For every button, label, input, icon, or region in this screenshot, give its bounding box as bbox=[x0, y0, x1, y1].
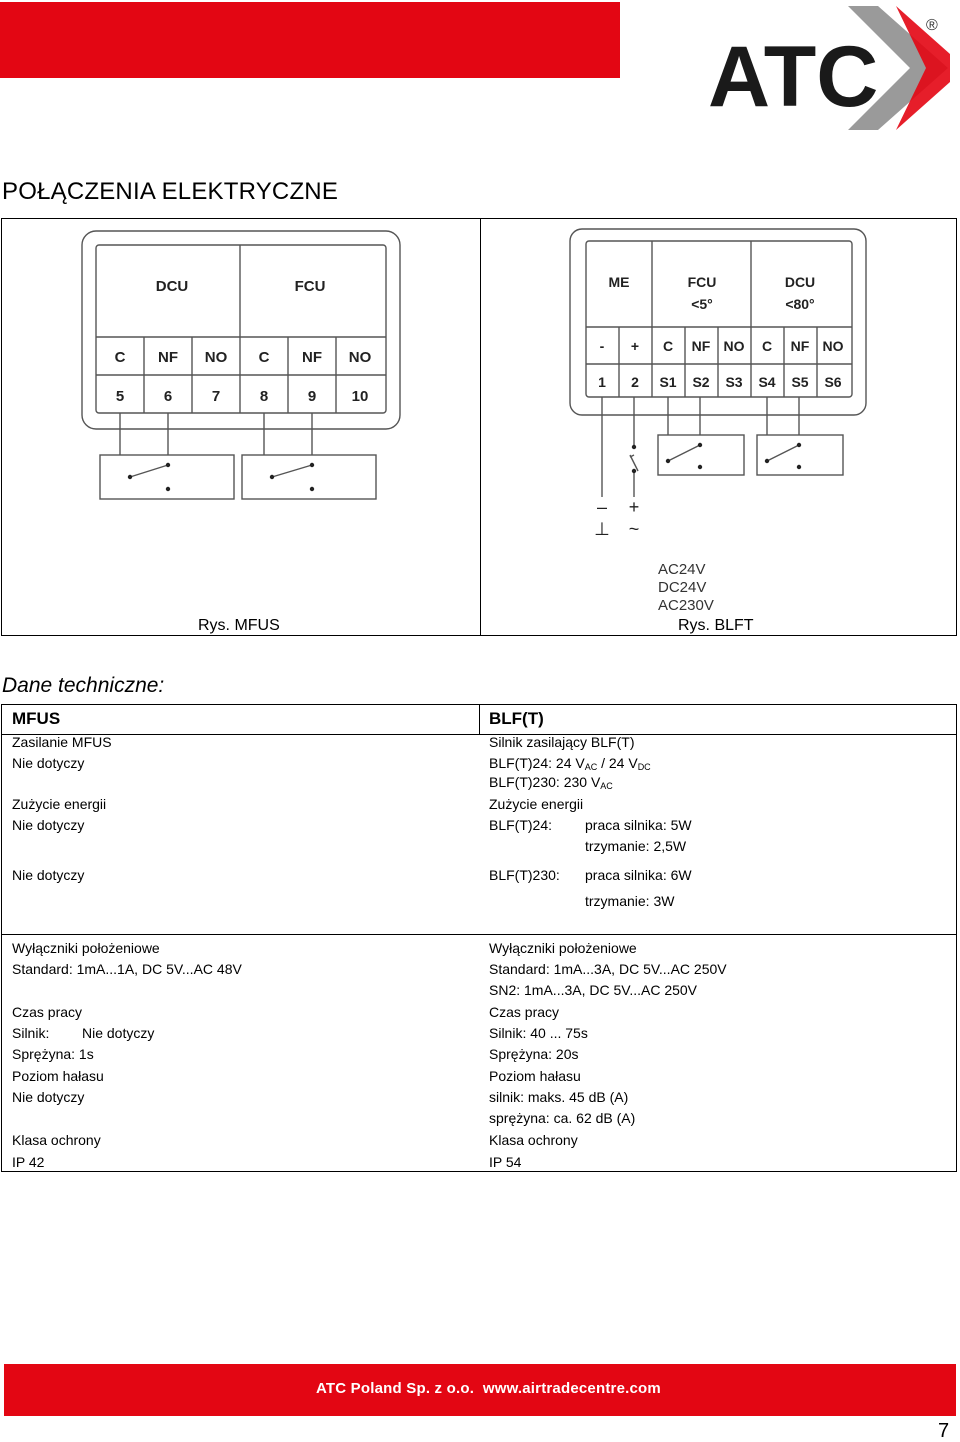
blft-time-label: Czas pracy bbox=[489, 1004, 560, 1020]
logo-text: ATC bbox=[708, 29, 879, 125]
voltage-ac24v: AC24V bbox=[658, 561, 706, 578]
mfus-contact: NO bbox=[348, 349, 372, 366]
caption-blft: Rys. BLFT bbox=[678, 617, 754, 634]
footer-text bbox=[316, 1380, 661, 1397]
blft-contact: + bbox=[630, 338, 640, 354]
blft-time-motor: Silnik: 40 ... 75s bbox=[489, 1025, 588, 1041]
mfus-group-fcu: FCU bbox=[294, 278, 326, 295]
footer-company: ATC Poland Sp. z o.o. bbox=[316, 1380, 475, 1397]
blft-energy-230-hold: trzymanie: 3W bbox=[585, 893, 675, 909]
mfus-terminal: 6 bbox=[163, 388, 173, 405]
header-divider bbox=[479, 705, 480, 735]
blft-energy-24-run: praca silnika: 5W bbox=[585, 817, 692, 833]
blft-energy-24-label: BLF(T)24: bbox=[489, 817, 553, 833]
blft-terminal: S5 bbox=[791, 374, 809, 390]
blft-supply-label: Silnik zasilający BLF(T) bbox=[489, 734, 635, 750]
table-header-mfus: MFUS bbox=[12, 709, 61, 728]
blft-terminal: 1 bbox=[598, 374, 606, 390]
mfus-noise-value: Nie dotyczy bbox=[12, 1089, 85, 1105]
mfus-contact: C bbox=[114, 349, 126, 366]
voltage-dc24v: DC24V bbox=[658, 579, 707, 596]
blft-switches-value: Standard: 1mA...3A, DC 5V...AC 250V bbox=[489, 961, 727, 977]
footer-band bbox=[4, 1364, 956, 1416]
mfus-terminal: 7 bbox=[211, 388, 221, 405]
table-row-divider bbox=[2, 934, 956, 935]
wiring-diagrams bbox=[1, 218, 957, 636]
mfus-terminal: 10 bbox=[351, 388, 369, 405]
blft-time-spring: Sprężyna: 20s bbox=[489, 1046, 579, 1062]
mfus-noise-label: Poziom hałasu bbox=[12, 1068, 104, 1084]
blft-group-dcu-sub: <80° bbox=[785, 296, 815, 312]
blft-energy-230-run: praca silnika: 6W bbox=[585, 867, 692, 883]
mfus-energy-label: Zużycie energii bbox=[12, 796, 107, 812]
blft-group-fcu: FCU bbox=[687, 274, 717, 290]
mfus-time-motor-value: Nie dotyczy bbox=[82, 1025, 155, 1041]
supply-ac-symbol: ~ bbox=[628, 519, 640, 539]
supply-minus-symbol: – bbox=[596, 497, 608, 517]
blft-terminal: 2 bbox=[631, 374, 639, 390]
mfus-energy-value: Nie dotyczy bbox=[12, 817, 85, 833]
blft-energy-230-label: BLF(T)230: bbox=[489, 867, 560, 883]
voltage-ac230v: AC230V bbox=[658, 597, 714, 614]
mfus-supply-value: Nie dotyczy bbox=[12, 755, 85, 771]
blft-noise-label: Poziom hałasu bbox=[489, 1068, 581, 1084]
mfus-protection-value: IP 42 bbox=[12, 1154, 45, 1170]
blft-group-me: ME bbox=[608, 274, 630, 290]
mfus-switches-value: Standard: 1mA...1A, DC 5V...AC 48V bbox=[12, 961, 242, 977]
blft-terminal: S2 bbox=[692, 374, 710, 390]
blft-contact: C bbox=[761, 338, 773, 354]
table-header-blft: BLF(T) bbox=[489, 709, 544, 728]
mfus-contact: NF bbox=[158, 349, 178, 366]
mfus-energy-value: Nie dotyczy bbox=[12, 867, 85, 883]
page-number: 7 bbox=[938, 1420, 950, 1442]
mfus-terminal: 9 bbox=[307, 388, 317, 405]
mfus-wiring-diagram bbox=[2, 219, 480, 599]
blft-terminal: S1 bbox=[659, 374, 677, 390]
supply-ground-symbol: ⊥ bbox=[594, 519, 610, 539]
blft-group-dcu: DCU bbox=[784, 274, 816, 290]
caption-mfus: Rys. MFUS bbox=[198, 617, 280, 634]
tech-spec-table bbox=[1, 704, 957, 1172]
mfus-terminal: 8 bbox=[259, 388, 269, 405]
section-title: POŁĄCZENIA ELEKTRYCZNE bbox=[2, 178, 339, 205]
mfus-time-motor-label: Silnik: bbox=[12, 1025, 50, 1041]
blft-protection-value: IP 54 bbox=[489, 1154, 522, 1170]
mfus-protection-label: Klasa ochrony bbox=[12, 1132, 101, 1148]
supply-plus-symbol: + bbox=[628, 497, 640, 517]
mfus-time-label: Czas pracy bbox=[12, 1004, 83, 1020]
blft-energy-24-hold: trzymanie: 2,5W bbox=[585, 838, 687, 854]
blft-supply-24: BLF(T)24: 24 $V_{AC} / 24$ $V_{DC}$ bbox=[489, 755, 651, 772]
blft-contact: NO bbox=[723, 338, 745, 354]
blft-contact: NF bbox=[790, 338, 810, 354]
mfus-terminal: 5 bbox=[115, 388, 125, 405]
blft-group-fcu-sub: <5° bbox=[691, 296, 713, 312]
tech-data-title: Dane techniczne: bbox=[2, 674, 165, 697]
blft-switches-label: Wyłączniki położeniowe bbox=[489, 940, 637, 956]
blft-wiring-diagram bbox=[480, 219, 956, 615]
mfus-group-dcu: DCU bbox=[155, 278, 189, 295]
blft-terminal: S3 bbox=[725, 374, 743, 390]
mfus-supply-label: Zasilanie MFUS bbox=[12, 734, 112, 750]
mfus-contact: NO bbox=[204, 349, 228, 366]
mfus-contact: NF bbox=[302, 349, 322, 366]
blft-protection-label: Klasa ochrony bbox=[489, 1132, 578, 1148]
atc-logo bbox=[700, 2, 950, 134]
blft-switches-sn2: SN2: 1mA...3A, DC 5V...AC 250V bbox=[489, 982, 698, 998]
blft-supply-230: BLF(T)230: 230 $V_{AC}$ bbox=[489, 774, 613, 791]
footer-website[interactable]: www.airtradecentre.com bbox=[482, 1380, 661, 1397]
blft-noise-motor: silnik: maks. 45 dB (A) bbox=[489, 1089, 629, 1105]
blft-contact: NO bbox=[822, 338, 844, 354]
blft-noise-spring: sprężyna: ca. 62 dB (A) bbox=[489, 1110, 636, 1126]
header-underline bbox=[2, 734, 956, 735]
blft-contact: NF bbox=[691, 338, 711, 354]
header-red-bar bbox=[0, 2, 620, 78]
blft-terminal: S6 bbox=[824, 374, 842, 390]
mfus-switches-label: Wyłączniki położeniowe bbox=[12, 940, 160, 956]
registered-mark: ® bbox=[926, 17, 938, 34]
mfus-contact: C bbox=[258, 349, 270, 366]
blft-energy-label: Zużycie energii bbox=[489, 796, 584, 812]
blft-contact: C bbox=[662, 338, 674, 354]
blft-terminal: S4 bbox=[758, 374, 776, 390]
blft-contact: - bbox=[599, 338, 605, 354]
mfus-time-spring: Sprężyna: 1s bbox=[12, 1046, 94, 1062]
